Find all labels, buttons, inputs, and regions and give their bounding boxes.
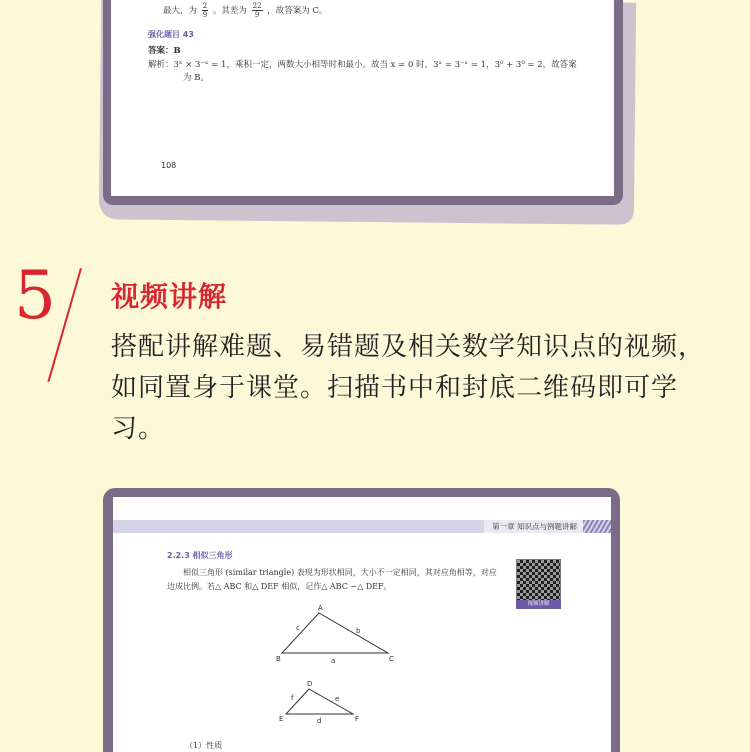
side-label-e: e (335, 695, 340, 703)
vertex-label-d: D (307, 680, 313, 688)
section-number: 5 (14, 257, 56, 334)
fraction-numerator: 2 (202, 2, 208, 10)
similar-triangles-figure (113, 497, 611, 752)
fraction-denominator: 9 (254, 11, 260, 19)
side-label-b: b (356, 627, 361, 635)
qr-label: 视频讲解 (516, 600, 561, 609)
vertex-label-b: B (276, 655, 281, 663)
top-book-page (111, 0, 614, 196)
subsection-title: 2.2.3 相似三角形 (167, 551, 233, 560)
fraction-2 (252, 2, 263, 19)
page-number: 108 (161, 161, 177, 170)
solution-text: ，故答案为 C。 (267, 6, 328, 16)
side-label-d: d (317, 717, 322, 725)
property-label: （1）性质 (185, 741, 223, 750)
section-title: 视频讲解 (111, 280, 228, 313)
solution-line-1 (163, 2, 327, 19)
body-line-1: 相似三角形 (similar triangle) 表现为形状相同，大小不一定相同，其对应角相等，对应 (183, 568, 497, 577)
side-label-f: f (291, 694, 294, 702)
side-label-c: c (296, 624, 300, 632)
vertex-label-a: A (318, 604, 323, 612)
vertex-label-c: C (389, 655, 394, 663)
side-label-a: a (331, 657, 336, 665)
bottom-book-page (113, 497, 611, 752)
fraction-denominator: 9 (202, 11, 208, 19)
analysis-line: 解析：3ˣ × 3⁻ˣ = 1，乘积一定，两数大小相等时和最小。故当 x = 0 时，3ˣ = 3⁻ˣ = 1，3⁰ + 3⁰ = 2，故答案 (148, 60, 577, 70)
solution-text: 最大，为 (163, 6, 198, 16)
body-line-2: 边成比例。若△ ABC 和△ DEF 相似，记作△ ABC ∽△ DEF。 (167, 582, 392, 591)
chapter-header-tag: 第一章 知识点与例题讲解 (484, 520, 611, 533)
triangle-abc (282, 613, 388, 653)
analysis-line-cont: 为 B。 (183, 73, 209, 83)
fraction-numerator: 22 (252, 2, 262, 10)
solution-text: 。其差为 (212, 6, 247, 16)
triangle-def (286, 689, 353, 714)
fraction-1 (202, 2, 208, 19)
section-description: 搭配讲解难题、易错题及相关数学知识点的视频，如同置身于课堂。扫描书中和封底二维码即可学习。 (111, 332, 706, 444)
vertex-label-e: E (279, 715, 284, 723)
vertex-label-f: F (355, 715, 360, 723)
question-title: 强化题目 43 (148, 30, 194, 39)
answer-line: 答案：B (148, 46, 181, 56)
